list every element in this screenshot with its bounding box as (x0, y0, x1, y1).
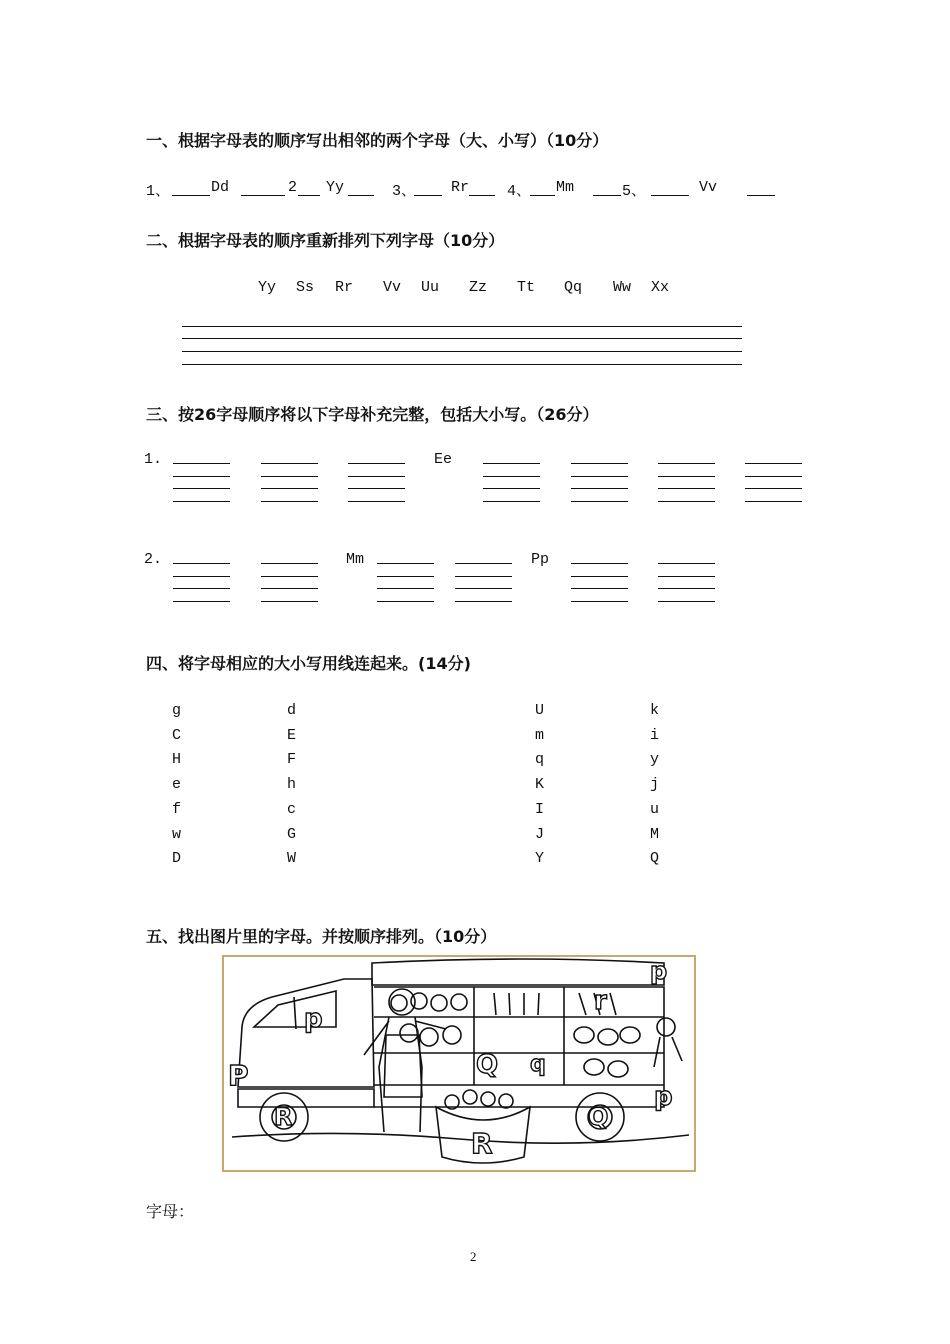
blank-line[interactable] (241, 195, 285, 196)
picture-letter: p (654, 1082, 673, 1112)
blank-line[interactable] (455, 576, 512, 577)
s2-letter: Yy (258, 279, 277, 296)
blank-line[interactable] (261, 501, 318, 502)
match-letter[interactable]: E (287, 726, 297, 744)
match-letter[interactable]: K (535, 776, 545, 794)
match-letter[interactable]: I (535, 800, 545, 818)
blank-line[interactable] (651, 195, 689, 196)
blank-line[interactable] (571, 463, 628, 464)
blank-line[interactable] (261, 563, 318, 564)
blank-line[interactable] (745, 488, 802, 489)
match-letter[interactable]: J (535, 825, 545, 843)
blank-line[interactable] (483, 463, 540, 464)
blank-line[interactable] (377, 601, 434, 602)
blank-line[interactable] (261, 576, 318, 577)
match-letter[interactable]: q (535, 751, 545, 769)
s1-item-1-num: 1、 (146, 183, 171, 200)
blank-line[interactable] (173, 476, 230, 477)
s1-item-3-letter: Rr (451, 179, 470, 196)
picture-letter: Q (476, 1050, 499, 1080)
s2-letter: Tt (517, 279, 536, 296)
s3-row2-given-a: Mm (346, 551, 365, 568)
match-letter[interactable]: D (172, 850, 182, 868)
blank-line[interactable] (455, 601, 512, 602)
picture-letter: p (304, 1004, 323, 1034)
blank-line[interactable] (348, 476, 405, 477)
s2-letter: Ww (613, 279, 632, 296)
section-4-heading: 四、将字母相应的大小写用线连起来。(14分) (146, 654, 471, 673)
blank-line[interactable] (348, 463, 405, 464)
blank-line[interactable] (261, 476, 318, 477)
truck-picture (222, 955, 696, 1172)
blank-line[interactable] (571, 588, 628, 589)
match-letter[interactable]: i (650, 726, 660, 744)
s1-item-2-letter: Yy (326, 179, 345, 196)
blank-line[interactable] (348, 501, 405, 502)
section-5-heading: 五、找出图片里的字母。并按顺序排列。（10分） (146, 927, 497, 946)
s3-row2-num: 2. (144, 551, 163, 568)
match-letter[interactable]: c (287, 800, 297, 818)
blank-line[interactable] (571, 488, 628, 489)
match-letter[interactable]: m (535, 726, 545, 744)
match-letter[interactable]: g (172, 702, 182, 719)
blank-line[interactable] (261, 588, 318, 589)
blank-line[interactable] (173, 576, 230, 577)
blank-line[interactable] (377, 576, 434, 577)
s2-letter: Ss (296, 279, 315, 296)
blank-line[interactable] (658, 501, 715, 502)
blank-line[interactable] (658, 588, 715, 589)
picture-letter: r (594, 986, 607, 1016)
s3-row1-num: 1. (144, 451, 163, 468)
match-letter[interactable]: G (287, 825, 297, 843)
blank-line[interactable] (745, 476, 802, 477)
picture-letter: q (530, 1052, 546, 1077)
s2-letter: Vv (383, 279, 402, 296)
blank-line[interactable] (377, 588, 434, 589)
blank-line[interactable] (483, 476, 540, 477)
s3-row1-given: Ee (434, 451, 453, 468)
match-letter[interactable]: M (650, 825, 660, 843)
blank-line[interactable] (658, 488, 715, 489)
match-letter[interactable]: w (172, 825, 182, 843)
section-3-heading: 三、按26字母顺序将以下字母补充完整，包括大小写。（26分） (146, 405, 599, 424)
blank-line[interactable] (455, 563, 512, 564)
blank-line[interactable] (571, 563, 628, 564)
writing-line (182, 351, 742, 352)
blank-line[interactable] (173, 588, 230, 589)
s1-item-1-letter: Dd (211, 179, 230, 196)
blank-line[interactable] (658, 576, 715, 577)
picture-letter: P (228, 1059, 249, 1092)
blank-line[interactable] (571, 601, 628, 602)
blank-line[interactable] (469, 195, 495, 196)
s1-item-4-letter: Mm (556, 179, 575, 196)
match-letter[interactable]: f (172, 800, 182, 818)
answer-label: 字母： (146, 1202, 195, 1221)
match-letter[interactable]: W (287, 850, 297, 868)
match-letter[interactable]: Q (650, 850, 660, 868)
picture-letter: R (274, 1103, 293, 1131)
blank-line[interactable] (298, 195, 320, 196)
blank-line[interactable] (530, 195, 555, 196)
match-letter[interactable]: F (287, 751, 297, 769)
blank-line[interactable] (261, 601, 318, 602)
s1-item-5-letter: Vv (699, 179, 718, 196)
match-letter[interactable]: u (650, 800, 660, 818)
blank-line[interactable] (747, 195, 775, 196)
match-letter[interactable]: C (172, 726, 182, 744)
section-1-heading: 一、根据字母表的顺序写出相邻的两个字母（大、小写）（10分） (146, 131, 609, 150)
picture-letter: p (650, 957, 668, 985)
blank-line[interactable] (261, 488, 318, 489)
s1-item-4-num: 4、 (507, 183, 532, 200)
writing-line (182, 364, 742, 365)
blank-line[interactable] (173, 501, 230, 502)
writing-line (182, 338, 742, 339)
blank-line[interactable] (173, 563, 230, 564)
blank-line[interactable] (571, 501, 628, 502)
s2-letter: Qq (564, 279, 583, 296)
truck-illustration (224, 957, 694, 1170)
match-letter[interactable]: d (287, 702, 297, 719)
blank-line[interactable] (455, 588, 512, 589)
match-letter[interactable]: U (535, 702, 545, 719)
s1-item-2-num: 2 (288, 179, 298, 196)
match-letter[interactable]: H (172, 751, 182, 769)
blank-line[interactable] (658, 476, 715, 477)
s2-letter: Zz (469, 279, 488, 296)
blank-line[interactable] (172, 195, 210, 196)
s2-letter: Xx (651, 279, 670, 296)
blank-line[interactable] (173, 488, 230, 489)
blank-line[interactable] (348, 195, 374, 196)
page-number: 2 (470, 1249, 477, 1264)
blank-line[interactable] (571, 476, 628, 477)
picture-letter: R (471, 1127, 493, 1160)
s2-letter: Uu (421, 279, 440, 296)
match-letter[interactable]: h (287, 776, 297, 794)
picture-letter: Q (588, 1103, 609, 1131)
blank-line[interactable] (745, 463, 802, 464)
match-letter[interactable]: k (650, 702, 660, 719)
blank-line[interactable] (377, 563, 434, 564)
writing-line (182, 326, 742, 327)
blank-line[interactable] (414, 195, 442, 196)
blank-line[interactable] (593, 195, 621, 196)
match-letter[interactable]: y (650, 751, 660, 769)
blank-line[interactable] (173, 463, 230, 464)
blank-line[interactable] (173, 601, 230, 602)
blank-line[interactable] (658, 601, 715, 602)
blank-line[interactable] (745, 501, 802, 502)
s1-item-5-num: 5、 (622, 183, 647, 200)
s3-row2-given-b: Pp (531, 551, 550, 568)
blank-line[interactable] (571, 576, 628, 577)
match-letter[interactable]: e (172, 776, 182, 794)
match-letter[interactable]: Y (535, 850, 545, 868)
blank-line[interactable] (658, 563, 715, 564)
s1-item-3-num: 3、 (392, 183, 417, 200)
blank-line[interactable] (483, 488, 540, 489)
blank-line[interactable] (483, 501, 540, 502)
match-letter[interactable]: j (650, 776, 660, 794)
section-2-heading: 二、根据字母表的顺序重新排列下列字母（10分） (146, 231, 505, 250)
blank-line[interactable] (261, 463, 318, 464)
blank-line[interactable] (348, 488, 405, 489)
s2-letter: Rr (335, 279, 354, 296)
blank-line[interactable] (658, 463, 715, 464)
